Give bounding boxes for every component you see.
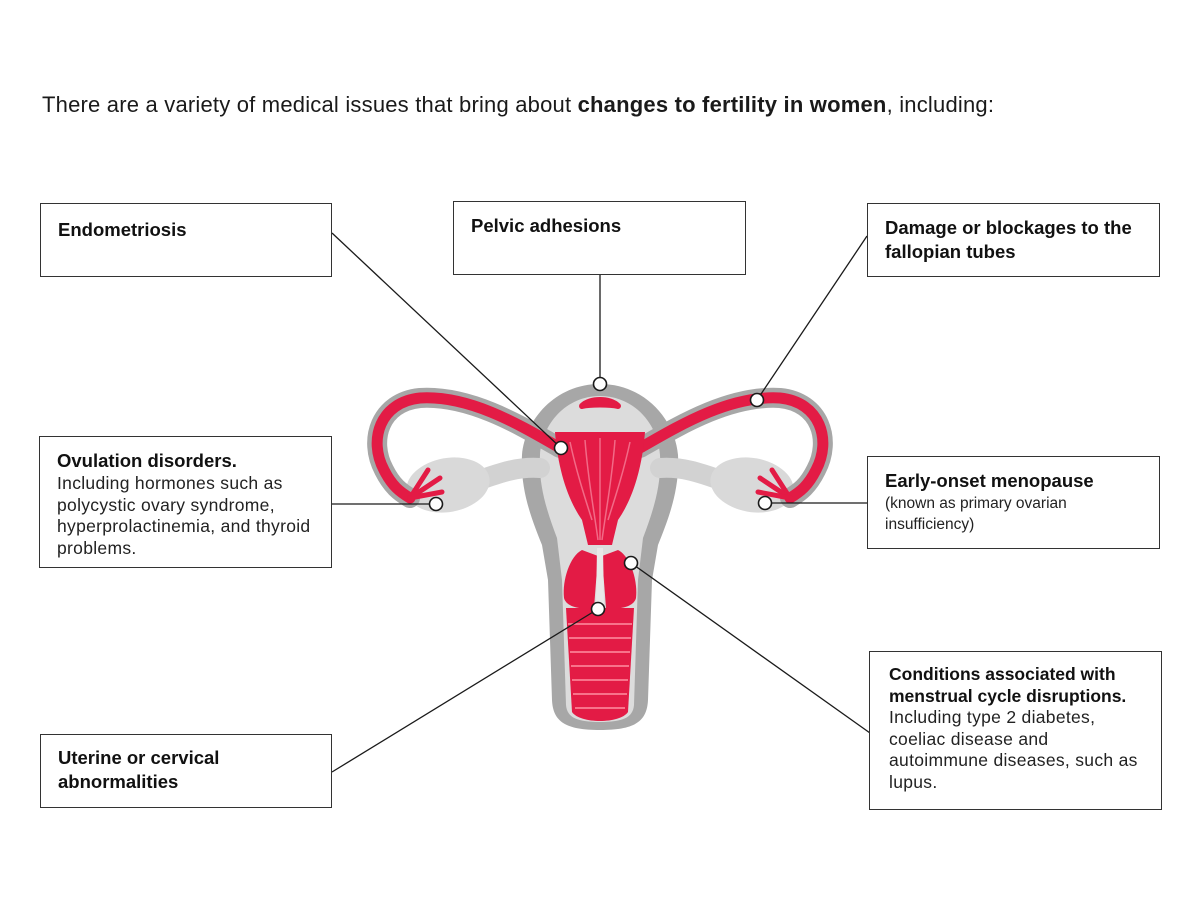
callout-uterine (40, 734, 332, 808)
callout-title: Early-onset menopause (885, 470, 1094, 491)
callout-title: Pelvic adhesions (471, 215, 622, 236)
marker-ovulation (430, 498, 443, 511)
callout-title: Conditions associated with menstrual cycle disruptions. (889, 664, 1127, 706)
callout-title: Endometriosis (58, 219, 187, 240)
cervical-canal (596, 548, 604, 606)
callout-body: Including hormones such as polycystic ovary syndrome, hyperprolactinemia, and thyroid problems. (57, 473, 311, 558)
callout-endometriosis (40, 203, 332, 277)
intro-prefix: There are a variety of medical issues that bring about (42, 92, 578, 117)
callout-title: Ovulation disorders. (57, 450, 237, 471)
marker-pelvic-adhesions (594, 378, 607, 391)
callout-menopause (867, 456, 1160, 549)
callout-fallopian (867, 203, 1160, 277)
callout-body: (known as primary ovarian insufficiency) (885, 495, 1067, 533)
marker-endometriosis (555, 442, 568, 455)
callout-menstrual (869, 651, 1162, 810)
callout-title: Uterine or cervical abnormalities (58, 747, 220, 792)
marker-menstrual (625, 557, 638, 570)
fundus-arc (582, 400, 618, 406)
intro-suffix: , including: (886, 92, 995, 117)
vaginal-canal (566, 608, 634, 721)
leader-menstrual (631, 563, 870, 733)
leader-fallopian (757, 236, 867, 400)
callout-ovulation (39, 436, 332, 568)
callout-body: Including type 2 diabetes, coeliac disease and autoimmune diseases, such as lupus. (889, 707, 1138, 792)
callout-title: Damage or blockages to the fallopian tubes (885, 217, 1132, 262)
marker-fallopian (751, 394, 764, 407)
intro-emphasis: changes to fertility in women (577, 92, 887, 117)
callout-pelvic-adhesions (453, 201, 746, 275)
marker-menopause (759, 497, 772, 510)
marker-uterine (592, 603, 605, 616)
